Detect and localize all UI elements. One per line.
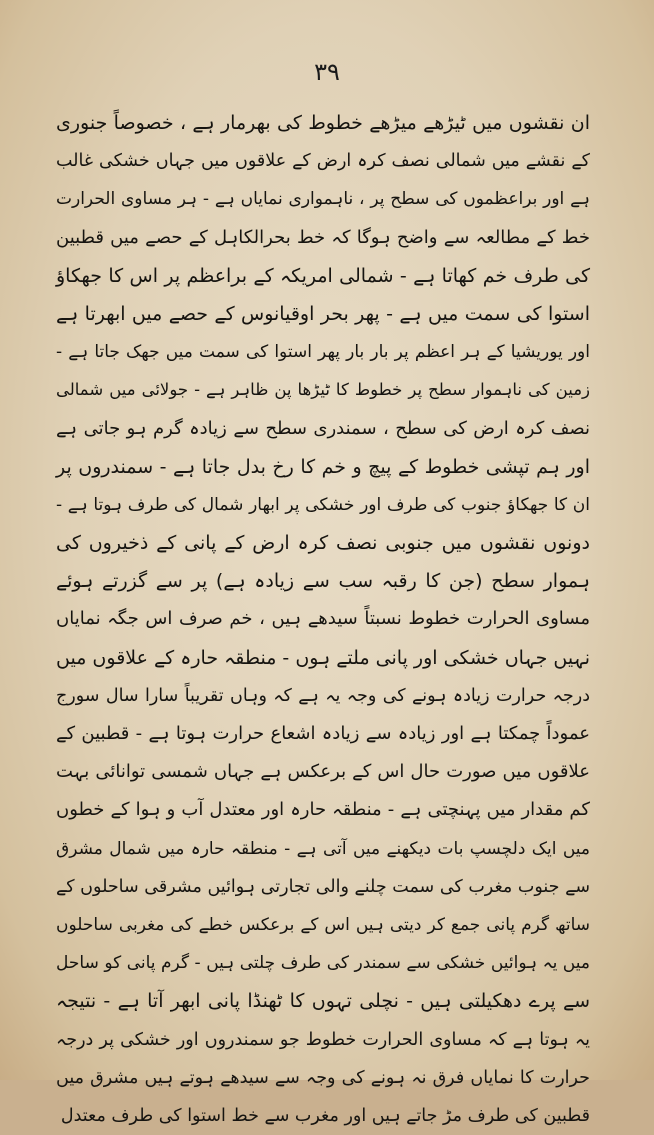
text-line: زمین کی ناہموار سطح پر خطوط کا ٹیڑھا پن ظاہر ہے - جولائی میں شمالی [56,380,590,400]
text-line: سے پرے دھکیلتی ہیں - نچلی تہوں کا ٹھنڈا پانی ابھر آتا ہے - نتیجہ [56,990,590,1013]
text-line: عموداً چمکتا ہے اور زیادہ سے زیادہ اشعاع حرارت ہوتا ہے - قطبین کے [56,723,590,744]
text-line: ان نقشوں میں ٹیڑھے میڑھے خطوط کی بھرمار ہے ، خصوصاً جنوری [56,112,590,134]
text-line: استوا کی سمت میں ہے - پھر بحر اوقیانوس کے حصے میں ابھرتا ہے [56,302,590,325]
text-line: قطبین کی طرف مڑ جاتے ہیں اور مغرب سے خط استوا کی طرف معتدل [60,1105,590,1126]
text-line: میں ایک دلچسپ بات دیکھنے میں آتی ہے - منطقہ حارہ میں شمال مشرق [56,838,590,859]
text-line: درجہ حرارت زیادہ ہونے کی وجہ یہ ہے کہ وہاں تقریباً سارا سال سورج [56,685,590,706]
text-line: نہیں جہاں خشکی اور پانی ملتے ہوں - منطقہ حارہ کے علاقوں میں [56,646,590,669]
text-line: اور ہم تپشی خطوط کے پیچ و خم کا رخ بدل جاتا ہے - سمندروں پر [56,455,590,478]
text-line: ہموار سطح (جن کا رقبہ سب سے زیادہ ہے) پر سے گزرتے ہوئے [56,570,590,593]
text-line: ہے اور براعظموں کی سطح پر ، ناہمواری نمایاں ہے - ہر مساوی الحرارت [56,189,590,210]
text-line: کم مقدار میں پہنچتی ہے - منطقہ حارہ اور معتدل آب و ہوا کے خطوں [56,799,590,821]
text-line: کی طرف خم کھاتا ہے - شمالی امریکہ کے براعظم پر اس کا جھکاؤ [56,264,590,287]
body-text [56,104,590,1135]
text-line: ساتھ گرم پانی جمع کر دیتی ہیں اس کے برعکس خطے کی مغربی ساحلوں [56,914,590,935]
text-line: ان کا جھکاؤ جنوب کی طرف اور خشکی پر ابھار شمال کی طرف ہوتا ہے - [56,494,590,515]
text-line: خط کے مطالعہ سے واضح ہوگا کہ خط بحرالکاہل کے حصے میں قطبین [56,226,590,248]
page-number: ۳۹ [314,58,340,86]
text-line: سے جنوب مغرب کی سمت چلنے والی تجارتی ہوائیں مشرقی ساحلوں کے [56,876,590,897]
text-line: نصف کرہ ارض کی سطح ، سمندری سطح سے زیادہ گرم ہو جاتی ہے [56,417,590,439]
text-line: حرارت کا نمایاں فرق نہ ہونے کی وجہ سے سیدھے ہوتے ہیں مشرق میں [56,1067,590,1088]
text-line: مساوی الحرارت خطوط نسبتاً سیدھے ہیں ، خم صرف اس جگہ نمایاں [56,608,590,630]
text-line: یہ ہوتا ہے کہ مساوی الحرارت خطوط جو سمندروں اور خشکی پر درجہ [56,1029,590,1050]
text-line: کے نقشے میں شمالی نصف کرہ ارض کے علاقوں میں جہاں خشکی غالب [56,151,590,172]
text-line: میں یہ ہوائیں خشکی سے سمندر کی طرف چلتی ہیں - گرم پانی کو ساحل [56,953,590,974]
text-line: علاقوں میں صورت حال اس کے برعکس ہے جہاں شمسی توانائی بہت [56,761,590,783]
text-line: دونوں نقشوں میں جنوبی نصف کرہ ارض کے پانی کے ذخیروں کی [56,532,590,555]
text-line: اور یوریشیا کے ہر اعظم پر بار بار پھر استوا کی سمت میں جھک جاتا ہے - [56,342,590,363]
